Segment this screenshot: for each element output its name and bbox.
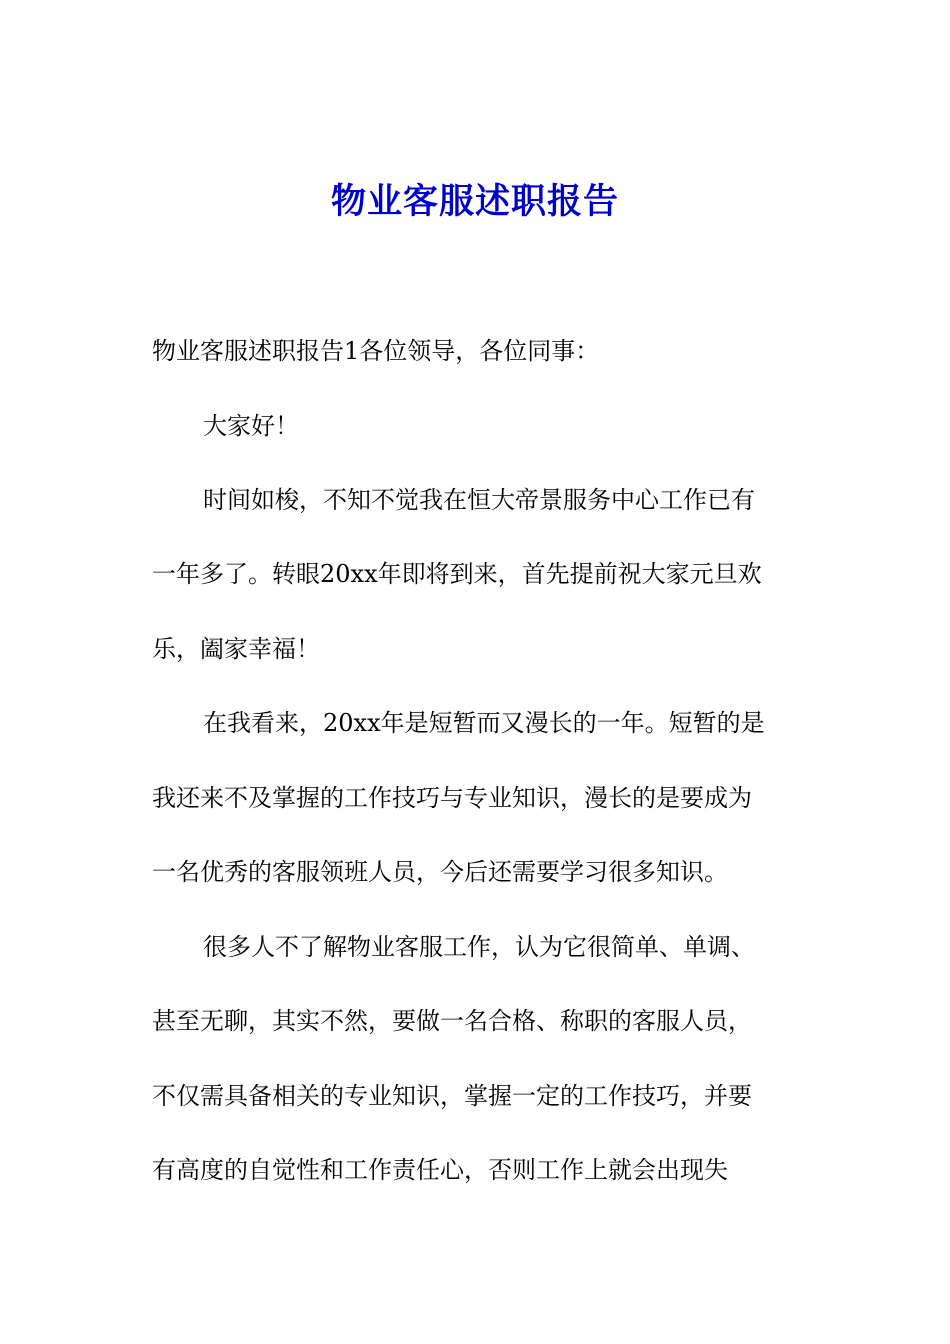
paragraph-line: 不仅需具备相关的专业知识，掌握一定的工作技巧，并要 <box>152 1082 752 1110</box>
paragraph-line: 一年多了。转眼20xx年即将到来，首先提前祝大家元旦欢 <box>152 560 762 588</box>
paragraph-line: 很多人不了解物业客服工作，认为它很简单、单调、 <box>203 933 755 961</box>
paragraph-line: 时间如梭，不知不觉我在恒大帝景服务中心工作已有 <box>203 486 755 514</box>
paragraph-line: 一名优秀的客服领班人员，今后还需要学习很多知识。 <box>152 858 728 886</box>
paragraph-line: 甚至无聊，其实不然，要做一名合格、称职的客服人员， <box>152 1007 752 1035</box>
paragraph-line: 物业客服述职报告1各位领导，各位同事： <box>152 337 600 365</box>
paragraph-line: 大家好！ <box>203 412 299 440</box>
paragraph-line: 有高度的自觉性和工作责任心，否则工作上就会出现失 <box>152 1156 728 1184</box>
paragraph-line: 乐，阖家幸福！ <box>152 635 320 663</box>
paragraph-line: 在我看来，20xx年是短暂而又漫长的一年。短暂的是 <box>203 709 765 737</box>
document-title: 物业客服述职报告 <box>330 181 619 222</box>
paragraph-line: 我还来不及掌握的工作技巧与专业知识，漫长的是要成为 <box>152 784 752 812</box>
